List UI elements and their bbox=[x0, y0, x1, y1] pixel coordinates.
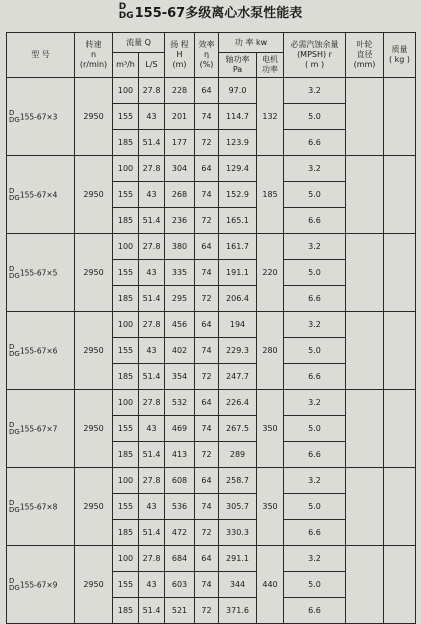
shaft-power-cell: 152.9 bbox=[219, 182, 257, 208]
title-prefix bbox=[119, 3, 134, 21]
header-power: 功 率 kw bbox=[219, 33, 284, 53]
flow-ls-cell: 51.4 bbox=[139, 286, 165, 312]
impeller-cell bbox=[346, 312, 384, 390]
efficiency-cell: 74 bbox=[195, 572, 219, 598]
model-prefix-top: D bbox=[9, 264, 15, 273]
table-row bbox=[7, 234, 416, 260]
header-mass-unit: ( kg ) bbox=[388, 55, 411, 64]
head-cell: 295 bbox=[165, 286, 195, 312]
efficiency-cell: 74 bbox=[195, 494, 219, 520]
speed-cell: 2950 bbox=[75, 312, 113, 390]
npsh-cell: 6.6 bbox=[284, 364, 346, 390]
impeller-cell bbox=[346, 234, 384, 312]
flow-m3h-cell: 185 bbox=[113, 364, 139, 390]
efficiency-cell: 74 bbox=[195, 260, 219, 286]
npsh-cell: 3.2 bbox=[284, 546, 346, 572]
model-stage: 155-67×4 bbox=[19, 190, 58, 199]
efficiency-cell: 72 bbox=[195, 364, 219, 390]
efficiency-cell: 72 bbox=[195, 208, 219, 234]
model-cell bbox=[7, 546, 75, 624]
efficiency-cell: 72 bbox=[195, 442, 219, 468]
efficiency-cell: 64 bbox=[195, 78, 219, 104]
shaft-power-cell: 330.3 bbox=[219, 520, 257, 546]
mass-cell bbox=[384, 156, 416, 234]
model-stage: 155-67×5 bbox=[19, 268, 58, 277]
head-cell: 472 bbox=[165, 520, 195, 546]
head-cell: 236 bbox=[165, 208, 195, 234]
model-prefix-bottom: DG bbox=[9, 505, 20, 514]
flow-m3h-cell: 185 bbox=[113, 286, 139, 312]
header-impeller bbox=[346, 33, 384, 78]
model-prefix-top: D bbox=[9, 576, 15, 585]
mass-cell bbox=[384, 546, 416, 624]
header-model: 型 号 bbox=[7, 33, 75, 78]
head-cell: 684 bbox=[165, 546, 195, 572]
table-row bbox=[7, 546, 416, 572]
model-prefix-bottom: DG bbox=[9, 271, 20, 280]
header-motor-label: 电机 bbox=[262, 55, 278, 64]
motor-power-cell: 440 bbox=[257, 546, 284, 624]
mass-cell bbox=[384, 234, 416, 312]
shaft-power-cell: 291.1 bbox=[219, 546, 257, 572]
npsh-cell: 5.0 bbox=[284, 260, 346, 286]
flow-ls-cell: 43 bbox=[139, 260, 165, 286]
header-shaft-symbol: Pa bbox=[232, 65, 243, 74]
header-flow: 流量 Q bbox=[113, 33, 165, 53]
efficiency-cell: 64 bbox=[195, 312, 219, 338]
flow-m3h-cell: 100 bbox=[113, 78, 139, 104]
header-mass bbox=[384, 33, 416, 78]
speed-cell: 2950 bbox=[75, 156, 113, 234]
table-row bbox=[7, 390, 416, 416]
header-shaft-label: 轴功率 bbox=[225, 55, 250, 64]
mass-cell bbox=[384, 468, 416, 546]
head-cell: 304 bbox=[165, 156, 195, 182]
header-speed bbox=[75, 33, 113, 78]
shaft-power-cell: 371.6 bbox=[219, 598, 257, 624]
model-prefix-top: D bbox=[9, 342, 15, 351]
efficiency-cell: 64 bbox=[195, 390, 219, 416]
flow-ls-cell: 51.4 bbox=[139, 208, 165, 234]
npsh-cell: 3.2 bbox=[284, 234, 346, 260]
header-flow-m3h: m³/h bbox=[113, 53, 139, 78]
mass-cell bbox=[384, 78, 416, 156]
npsh-cell: 3.2 bbox=[284, 312, 346, 338]
flow-ls-cell: 43 bbox=[139, 494, 165, 520]
shaft-power-cell: 165.1 bbox=[219, 208, 257, 234]
flow-m3h-cell: 100 bbox=[113, 312, 139, 338]
motor-power-cell: 280 bbox=[257, 312, 284, 390]
shaft-power-cell: 344 bbox=[219, 572, 257, 598]
flow-m3h-cell: 185 bbox=[113, 598, 139, 624]
npsh-cell: 5.0 bbox=[284, 338, 346, 364]
model-cell bbox=[7, 78, 75, 156]
flow-ls-cell: 27.8 bbox=[139, 546, 165, 572]
header-head-unit: (m) bbox=[172, 60, 187, 69]
efficiency-cell: 64 bbox=[195, 546, 219, 572]
model-prefix bbox=[9, 422, 20, 436]
efficiency-cell: 74 bbox=[195, 416, 219, 442]
mass-cell bbox=[384, 312, 416, 390]
model-prefix-top: D bbox=[9, 108, 15, 117]
flow-ls-cell: 43 bbox=[139, 416, 165, 442]
motor-power-cell: 185 bbox=[257, 156, 284, 234]
flow-ls-cell: 27.8 bbox=[139, 312, 165, 338]
flow-ls-cell: 51.4 bbox=[139, 442, 165, 468]
table-title bbox=[0, 2, 421, 30]
speed-cell: 2950 bbox=[75, 546, 113, 624]
flow-m3h-cell: 155 bbox=[113, 338, 139, 364]
motor-power-cell: 220 bbox=[257, 234, 284, 312]
flow-ls-cell: 43 bbox=[139, 182, 165, 208]
npsh-cell: 5.0 bbox=[284, 572, 346, 598]
head-cell: 402 bbox=[165, 338, 195, 364]
efficiency-cell: 74 bbox=[195, 104, 219, 130]
mass-cell bbox=[384, 390, 416, 468]
impeller-cell bbox=[346, 156, 384, 234]
head-cell: 201 bbox=[165, 104, 195, 130]
shaft-power-cell: 114.7 bbox=[219, 104, 257, 130]
shaft-power-cell: 267.5 bbox=[219, 416, 257, 442]
model-stage: 155-67×7 bbox=[19, 424, 58, 433]
efficiency-cell: 74 bbox=[195, 182, 219, 208]
efficiency-cell: 64 bbox=[195, 234, 219, 260]
model-cell bbox=[7, 312, 75, 390]
efficiency-cell: 64 bbox=[195, 468, 219, 494]
head-cell: 268 bbox=[165, 182, 195, 208]
head-cell: 521 bbox=[165, 598, 195, 624]
head-cell: 603 bbox=[165, 572, 195, 598]
table-row bbox=[7, 78, 416, 104]
impeller-cell bbox=[346, 78, 384, 156]
shaft-power-cell: 161.7 bbox=[219, 234, 257, 260]
flow-m3h-cell: 155 bbox=[113, 494, 139, 520]
flow-ls-cell: 27.8 bbox=[139, 78, 165, 104]
npsh-cell: 3.2 bbox=[284, 468, 346, 494]
npsh-cell: 6.6 bbox=[284, 286, 346, 312]
npsh-cell: 5.0 bbox=[284, 182, 346, 208]
npsh-cell: 3.2 bbox=[284, 78, 346, 104]
header-shaft-power bbox=[219, 53, 257, 78]
header-eff-label: 效率 bbox=[198, 40, 215, 49]
flow-m3h-cell: 155 bbox=[113, 572, 139, 598]
efficiency-cell: 64 bbox=[195, 156, 219, 182]
model-prefix bbox=[9, 578, 20, 592]
head-cell: 532 bbox=[165, 390, 195, 416]
model-cell bbox=[7, 156, 75, 234]
model-stage: 155-67×9 bbox=[19, 580, 58, 589]
npsh-cell: 6.6 bbox=[284, 208, 346, 234]
shaft-power-cell: 226.4 bbox=[219, 390, 257, 416]
performance-table bbox=[6, 32, 416, 624]
shaft-power-cell: 289 bbox=[219, 442, 257, 468]
speed-cell: 2950 bbox=[75, 468, 113, 546]
npsh-cell: 6.6 bbox=[284, 598, 346, 624]
motor-power-cell: 132 bbox=[257, 78, 284, 156]
flow-ls-cell: 43 bbox=[139, 338, 165, 364]
head-cell: 380 bbox=[165, 234, 195, 260]
model-prefix-bottom: DG bbox=[9, 427, 20, 436]
flow-m3h-cell: 100 bbox=[113, 390, 139, 416]
header-npsh-label: 必需汽蚀余量 bbox=[290, 40, 339, 49]
header-motor-label2: 功率 bbox=[262, 65, 278, 74]
shaft-power-cell: 97.0 bbox=[219, 78, 257, 104]
header-imp-label2: 直径 bbox=[356, 50, 373, 59]
head-cell: 536 bbox=[165, 494, 195, 520]
shaft-power-cell: 258.7 bbox=[219, 468, 257, 494]
flow-m3h-cell: 155 bbox=[113, 416, 139, 442]
header-motor-power bbox=[257, 53, 284, 78]
shaft-power-cell: 191.1 bbox=[219, 260, 257, 286]
shaft-power-cell: 129.4 bbox=[219, 156, 257, 182]
flow-ls-cell: 27.8 bbox=[139, 234, 165, 260]
flow-m3h-cell: 185 bbox=[113, 130, 139, 156]
efficiency-cell: 72 bbox=[195, 520, 219, 546]
header-eff-unit: (%) bbox=[199, 60, 214, 69]
flow-ls-cell: 51.4 bbox=[139, 598, 165, 624]
flow-m3h-cell: 155 bbox=[113, 104, 139, 130]
model-prefix bbox=[9, 110, 20, 124]
flow-m3h-cell: 100 bbox=[113, 468, 139, 494]
header-npsh-unit: ( m ) bbox=[304, 60, 325, 69]
speed-cell: 2950 bbox=[75, 390, 113, 468]
header-imp-label: 叶轮 bbox=[356, 40, 373, 49]
npsh-cell: 5.0 bbox=[284, 416, 346, 442]
model-stage: 155-67×3 bbox=[19, 112, 58, 121]
header-speed-label: 转速 bbox=[85, 40, 102, 49]
model-cell bbox=[7, 390, 75, 468]
flow-m3h-cell: 185 bbox=[113, 208, 139, 234]
flow-ls-cell: 51.4 bbox=[139, 364, 165, 390]
shaft-power-cell: 206.4 bbox=[219, 286, 257, 312]
shaft-power-cell: 305.7 bbox=[219, 494, 257, 520]
efficiency-cell: 72 bbox=[195, 286, 219, 312]
model-prefix-bottom: DG bbox=[9, 583, 20, 592]
motor-power-cell: 350 bbox=[257, 390, 284, 468]
head-cell: 456 bbox=[165, 312, 195, 338]
flow-ls-cell: 43 bbox=[139, 104, 165, 130]
flow-ls-cell: 27.8 bbox=[139, 468, 165, 494]
flow-m3h-cell: 100 bbox=[113, 546, 139, 572]
impeller-cell bbox=[346, 468, 384, 546]
flow-ls-cell: 43 bbox=[139, 572, 165, 598]
head-cell: 228 bbox=[165, 78, 195, 104]
model-prefix-bottom: DG bbox=[9, 349, 20, 358]
flow-m3h-cell: 155 bbox=[113, 182, 139, 208]
title-prefix-bottom: DG bbox=[118, 10, 134, 21]
model-prefix bbox=[9, 266, 20, 280]
flow-ls-cell: 51.4 bbox=[139, 520, 165, 546]
shaft-power-cell: 229.3 bbox=[219, 338, 257, 364]
header-head-symbol: H bbox=[176, 50, 183, 59]
title-prefix-top: D bbox=[118, 1, 127, 12]
flow-ls-cell: 27.8 bbox=[139, 156, 165, 182]
speed-cell: 2950 bbox=[75, 234, 113, 312]
header-npsh-sym: (MPSH) r bbox=[297, 50, 332, 59]
head-cell: 413 bbox=[165, 442, 195, 468]
header-efficiency bbox=[195, 33, 219, 78]
header-head bbox=[165, 33, 195, 78]
model-prefix-top: D bbox=[9, 186, 15, 195]
head-cell: 608 bbox=[165, 468, 195, 494]
npsh-cell: 5.0 bbox=[284, 104, 346, 130]
model-prefix bbox=[9, 500, 20, 514]
flow-m3h-cell: 100 bbox=[113, 234, 139, 260]
model-stage: 155-67×8 bbox=[19, 502, 58, 511]
flow-m3h-cell: 185 bbox=[113, 520, 139, 546]
model-prefix bbox=[9, 188, 20, 202]
model-stage: 155-67×6 bbox=[19, 346, 58, 355]
flow-m3h-cell: 185 bbox=[113, 442, 139, 468]
shaft-power-cell: 247.7 bbox=[219, 364, 257, 390]
head-cell: 177 bbox=[165, 130, 195, 156]
table-body bbox=[7, 78, 416, 624]
head-cell: 335 bbox=[165, 260, 195, 286]
efficiency-cell: 74 bbox=[195, 338, 219, 364]
model-prefix-top: D bbox=[9, 498, 15, 507]
flow-m3h-cell: 155 bbox=[113, 260, 139, 286]
npsh-cell: 6.6 bbox=[284, 130, 346, 156]
model-prefix-top: D bbox=[9, 420, 15, 429]
header-head-label: 扬 程 bbox=[170, 40, 189, 49]
shaft-power-cell: 194 bbox=[219, 312, 257, 338]
header-speed-symbol: n bbox=[90, 50, 97, 59]
npsh-cell: 5.0 bbox=[284, 494, 346, 520]
speed-cell: 2950 bbox=[75, 78, 113, 156]
flow-ls-cell: 27.8 bbox=[139, 390, 165, 416]
efficiency-cell: 72 bbox=[195, 130, 219, 156]
header-npsh bbox=[284, 33, 346, 78]
npsh-cell: 6.6 bbox=[284, 520, 346, 546]
table-row bbox=[7, 468, 416, 494]
model-prefix-bottom: DG bbox=[9, 193, 20, 202]
npsh-cell: 6.6 bbox=[284, 442, 346, 468]
title-text: 155-67多级离心水泵性能表 bbox=[134, 6, 303, 21]
table-row bbox=[7, 312, 416, 338]
flow-m3h-cell: 100 bbox=[113, 156, 139, 182]
head-cell: 469 bbox=[165, 416, 195, 442]
efficiency-cell: 72 bbox=[195, 598, 219, 624]
model-cell bbox=[7, 234, 75, 312]
impeller-cell bbox=[346, 390, 384, 468]
model-prefix-bottom: DG bbox=[9, 115, 20, 124]
table-row bbox=[7, 156, 416, 182]
header-mass-label: 质量 bbox=[391, 45, 408, 54]
model-prefix bbox=[9, 344, 20, 358]
npsh-cell: 3.2 bbox=[284, 390, 346, 416]
header-flow-ls: L/S bbox=[139, 53, 165, 78]
npsh-cell: 3.2 bbox=[284, 156, 346, 182]
header-speed-unit: (r/min) bbox=[79, 60, 108, 69]
head-cell: 354 bbox=[165, 364, 195, 390]
shaft-power-cell: 123.9 bbox=[219, 130, 257, 156]
header-eff-symbol: η bbox=[203, 50, 210, 59]
model-cell bbox=[7, 468, 75, 546]
header-imp-unit: (mm) bbox=[353, 60, 376, 69]
motor-power-cell: 350 bbox=[257, 468, 284, 546]
flow-ls-cell: 51.4 bbox=[139, 130, 165, 156]
impeller-cell bbox=[346, 546, 384, 624]
